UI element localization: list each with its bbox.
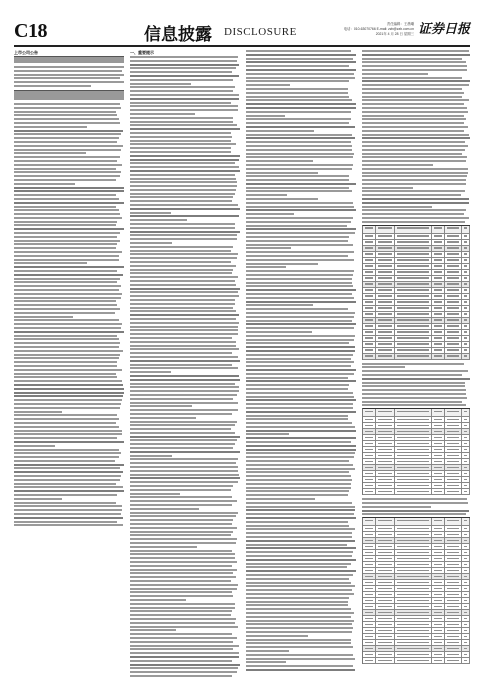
table-header-row (363, 409, 470, 417)
column-4 (362, 50, 470, 686)
column-3-text (246, 50, 356, 671)
column-4-text-mid (362, 363, 470, 407)
company-info-table-1 (14, 56, 124, 63)
data-table-3 (362, 517, 470, 664)
data-table-2 (362, 408, 470, 495)
column-2 (130, 50, 240, 686)
column-1-text-a (14, 66, 124, 87)
table-row (363, 354, 470, 360)
section-title-en: DISCLOSURE (224, 26, 297, 38)
table-row (363, 489, 470, 495)
masthead (14, 20, 470, 44)
column-1 (14, 50, 124, 686)
table-header-row (363, 226, 470, 234)
column-4-text-top (362, 50, 470, 223)
editor-line: 责任编辑：王晨曦 (386, 22, 414, 26)
edition-meta (344, 22, 414, 37)
column-3 (246, 50, 356, 686)
column-1-text-b (14, 103, 124, 526)
column-1-heading: 上市公司公告 (14, 50, 38, 55)
masthead-rule (14, 45, 470, 47)
column-2-text (130, 56, 240, 677)
data-table-1 (362, 225, 470, 360)
table-row (363, 658, 470, 664)
newspaper-logo: 证券日报 (417, 22, 470, 37)
column-2-heading: 一、重要提示 (130, 50, 154, 55)
company-info-table-2 (14, 90, 124, 100)
contact-line: 电话：010-63070766 E-mail: zzb@zzb.com.cn (343, 27, 414, 31)
date-line: 2021年 4 月 28 日 星期三 (375, 32, 414, 36)
column-4-text-mid2 (362, 498, 470, 515)
section-title-cn: 信息披露 (144, 25, 212, 45)
table-header-row (363, 518, 470, 526)
page-number: C18 (14, 20, 47, 42)
